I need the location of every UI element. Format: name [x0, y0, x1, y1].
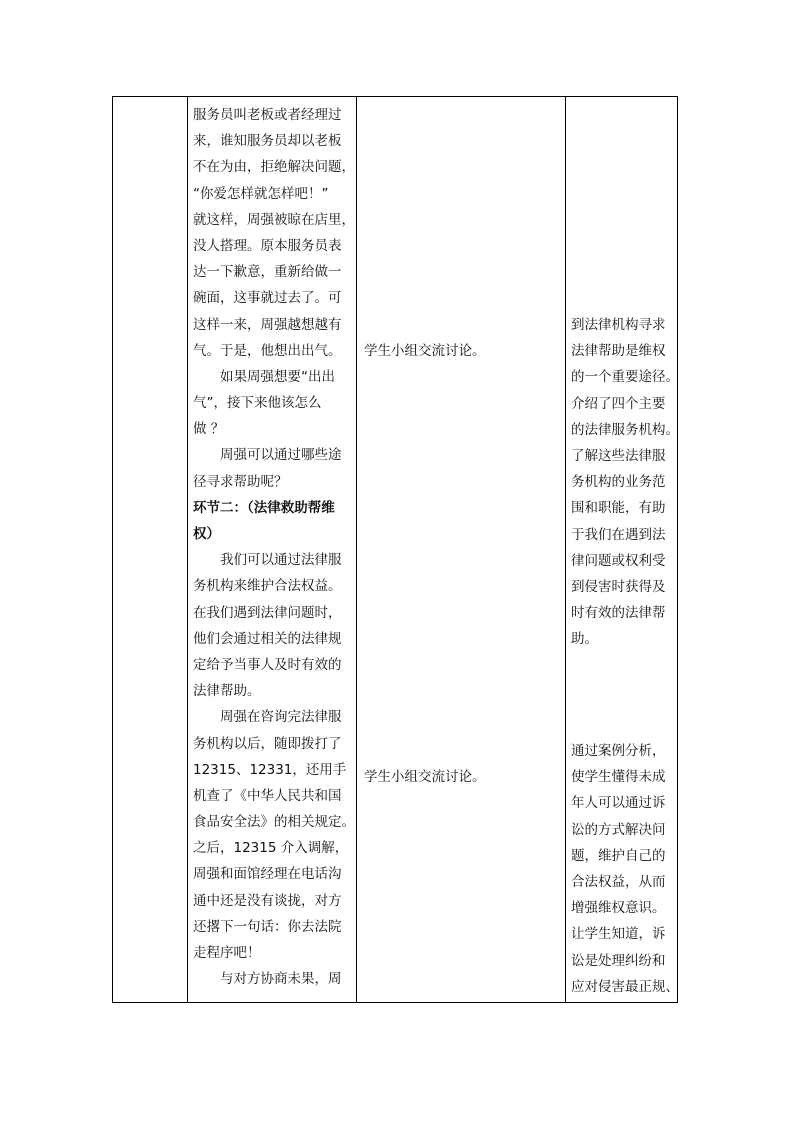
content-line: 还撂下一句话：你去法院 [193, 918, 342, 935]
content-line: 12315、12331，还用手 [193, 761, 347, 778]
intent-line: 律问题或权利受 [571, 552, 666, 569]
student-activity-text: 学生小组交流讨论。 [364, 343, 486, 359]
content-line: “你爱怎样就怎样吧！” [193, 185, 329, 202]
content-line: 达一下歉意，重新给做一 [193, 264, 342, 281]
design-intent-cell [571, 312, 681, 652]
intent-line: 使学生懂得未成 [571, 769, 666, 786]
intent-line: 时有效的法律帮 [571, 605, 666, 622]
content-line: 服务员叫老板或者经理过 [193, 107, 342, 123]
content-line: 我们可以通过法律服 [220, 552, 342, 569]
intent-line: 的法律服务机构。 [571, 421, 679, 438]
content-line: 这样一来，周强越想越有 [193, 316, 342, 333]
intent-line: 务机构的业务范 [571, 474, 666, 491]
content-line: 与对方协商未果，周 [220, 971, 342, 988]
design-intent-cell [571, 738, 681, 1000]
intent-line: 到侵害时获得及 [571, 578, 666, 595]
intent-line: 应对侵害最正规、 [571, 978, 679, 995]
content-line: 来，谁知服务员却以老板 [193, 133, 342, 150]
intent-line: 通过案例分析， [571, 743, 666, 759]
content-line: 务机构来维护合法权益。 [193, 578, 342, 595]
intent-line: 的一个重要途径。 [571, 369, 679, 386]
content-line: 定给予当事人及时有效的 [193, 656, 342, 673]
content-line: 气”，接下来他该怎么 [193, 395, 322, 412]
intent-line: 到法律机构寻求 [571, 317, 666, 333]
content-line: 走程序吧！ [193, 945, 261, 961]
intent-line: 介绍了四个主要 [571, 395, 666, 412]
intent-line: 围和职能，有助 [571, 500, 666, 517]
content-line: 法律帮助。 [193, 683, 261, 700]
column-divider [187, 97, 188, 1002]
content-line: 做 ？ [193, 421, 225, 438]
content-line: 食品安全法》的相关规定。 [193, 814, 355, 831]
intent-line: 于我们在遇到法 [571, 526, 666, 543]
intent-line: 让学生知道，诉 [571, 926, 666, 943]
content-line: 务机构以后，随即拨打了 [193, 735, 342, 752]
intent-line: 了解这些法律服 [571, 447, 666, 464]
student-activity-cell [364, 764, 564, 790]
content-line: 如果周强想要“出出 [220, 368, 335, 385]
column-divider [565, 97, 566, 1002]
content-line: 周强和面馆经理在电话沟 [193, 866, 342, 883]
content-line: 之后，12315 介入调解， [193, 840, 349, 857]
section-heading: 环节二：（法律救助帮维 [193, 499, 335, 516]
content-line: 径寻求帮助呢？ [193, 473, 288, 490]
content-line: 就这样，周强被晾在店里， [193, 211, 355, 228]
intent-line: 合法权益，从而 [571, 873, 666, 890]
content-line: 他们会通过相关的法律规 [193, 630, 342, 647]
content-line: 在我们遇到法律问题时， [193, 604, 342, 621]
intent-line: 讼是处理纠纷和 [571, 952, 666, 969]
intent-line: 助。 [571, 631, 598, 648]
lesson-plan-table [112, 96, 678, 1003]
content-line: 不在为由，拒绝解决问题， [193, 159, 355, 176]
content-line: 没人搭理。原本服务员表 [193, 237, 342, 254]
student-activity-cell [364, 338, 564, 364]
content-line: 周强可以通过哪些途 [220, 447, 342, 464]
content-line: 机查了《中华人民共和国 [193, 787, 342, 804]
content-line: 周强在咨询完法律服 [220, 709, 342, 726]
content-line: 气。于是，他想出出气。 [193, 342, 342, 359]
intent-line: 年人可以通过诉 [571, 795, 666, 812]
content-line: 通中还是没有谈拢，对方 [193, 892, 342, 909]
student-activity-text: 学生小组交流讨论。 [364, 769, 486, 785]
section-heading: 权） [193, 526, 220, 542]
teaching-content-column [193, 102, 358, 992]
intent-line: 增强维权意识。 [571, 900, 666, 917]
intent-line: 题，维护自己的 [571, 847, 666, 864]
intent-line: 法律帮助是维权 [571, 343, 666, 360]
content-line: 碗面，这事就过去了。可 [193, 290, 342, 307]
intent-line: 讼的方式解决问 [571, 821, 666, 838]
